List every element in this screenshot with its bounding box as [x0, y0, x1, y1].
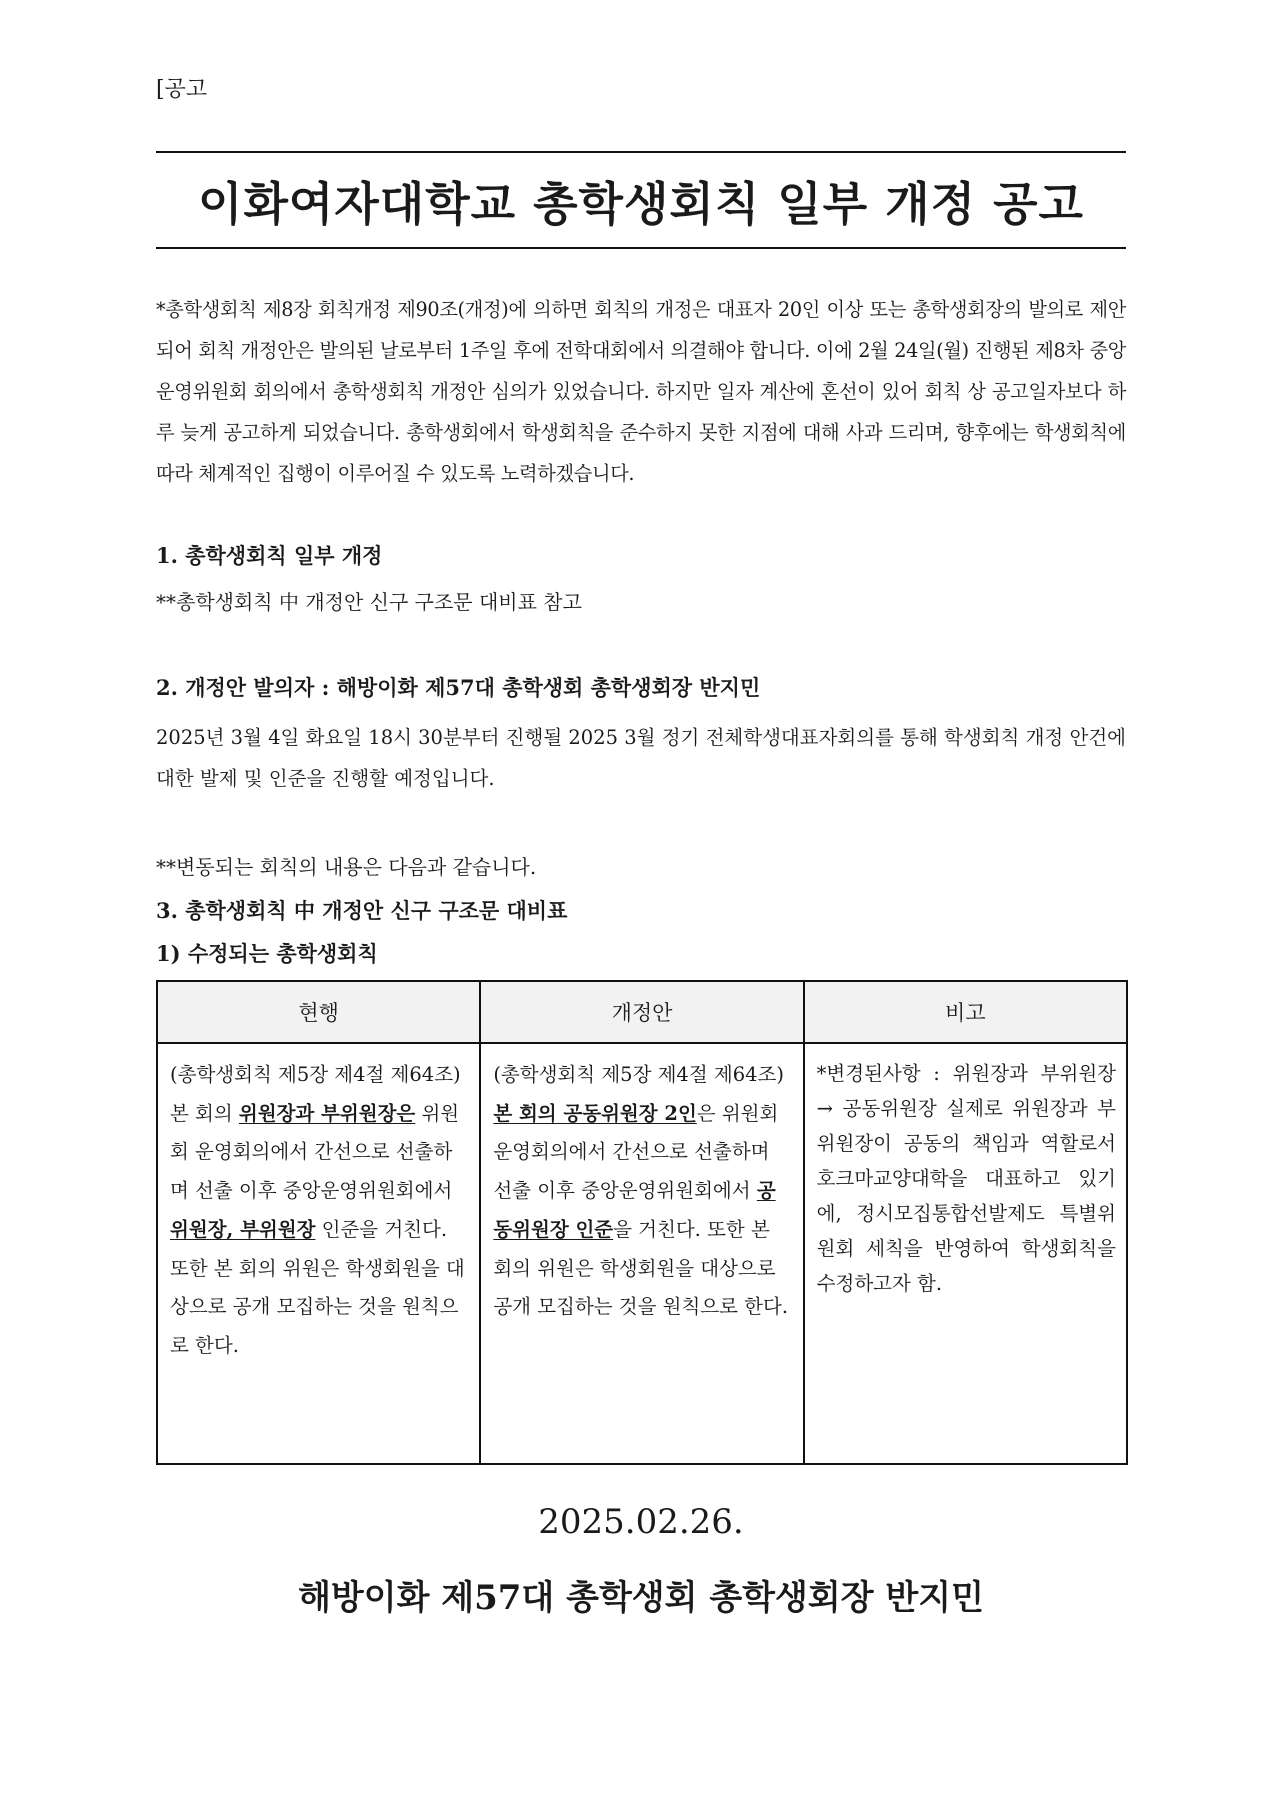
- proposed-text-3: 을 거친다. 또한 본 회의 위원은 학생회원을 대상으로 공개 모집하는 것을 원칙으로 한다.: [493, 1217, 789, 1319]
- current-underline-2: 위원장, 부위원장: [170, 1217, 316, 1241]
- table-row: [157, 1043, 1127, 1464]
- title-bottom-rule: [156, 247, 1126, 249]
- section3-heading: 3. 총학생회칙 中 개정안 신구 구조문 대비표: [156, 898, 568, 923]
- notice-signature: 해방이화 제57대 총학생회 총학생회장 반지민: [298, 1578, 984, 1618]
- section3-subheading: 1) 수정되는 총학생회칙: [156, 941, 378, 966]
- proposed-rule-cell: [480, 1043, 803, 1464]
- page-title: 이화여자대학교 총학생회칙 일부 개정 공고: [198, 177, 1084, 231]
- section2-body: 2025년 3월 4일 화요일 18시 30분부터 진행될 2025 3월 정기 전체학생대표자회의를 통해 학생회칙 개정 안건에 대한 발제 및 인준을 진행할 예정입니다.: [156, 726, 1126, 790]
- intro-paragraph: *총학생회칙 제8장 회칙개정 제90조(개정)에 의하면 회칙의 개정은 대표자 20인 이상 또는 총학생회장의 발의로 제안되어 회칙 개정안은 발의된 날로부터 1주일 후에 전학대회에서 의결해야 합니다. 이에 2월 24일(월) 진행된 제8차 중앙운영위원회 회의에서 총학생회칙 개정안 심의가 있었습니다. 하지만 일자 계산에 혼선이 있어 회칙 상 공고일자보다 하루 늦게 공고하게 되었습니다. 총학생회에서 학생회칙을 준수하지 못한 지점에 대해 사과 드리며, 향후에는 학생회칙에 따라 체계적인 집행이 이루어질 수 있도록 노력하겠습니다.: [156, 298, 1126, 485]
- title-top-rule: [156, 151, 1126, 153]
- current-rule-cell: [157, 1043, 480, 1464]
- change-note: **변동되는 회칙의 내용은 다음과 같습니다.: [156, 855, 537, 879]
- current-underline-1: 위원장과 부위원장은: [238, 1101, 416, 1125]
- header-proposed: 개정안: [480, 981, 803, 1043]
- remark-cell: *변경된사항 : 위원장과 부위원장 → 공동위원장 실제로 위원장과 부위원장이 공동의 책임과 역할로서 호크마교양대학을 대표하고 있기에, 정시모집통합선발제도 특별위원회 세칙을 반영하여 학생회칙을 수정하고자 함.: [804, 1043, 1127, 1464]
- current-text-3: 인준을 거친다. 또한 본 회의 위원은 학생회원을 대상으로 공개 모집하는 것을 원칙으로 한다.: [170, 1217, 465, 1357]
- notice-tag: [공고: [156, 77, 208, 102]
- proposed-text-1: (총학생회칙 제5장 제4절 제64조): [493, 1063, 784, 1086]
- section1-heading: 1. 총학생회칙 일부 개정: [156, 543, 383, 568]
- current-text-2: 위원회 운영회의에서 간선으로 선출하며 선출 이후 중앙운영위원회에서: [170, 1101, 460, 1203]
- proposed-underline-1: 본 회의 공동위원장 2인: [493, 1101, 697, 1125]
- proposed-underline-2: 공동위원장 인준: [493, 1179, 776, 1241]
- header-note: 비고: [804, 981, 1127, 1043]
- current-text-1: (총학생회칙 제5장 제4절 제64조) 본 회의: [170, 1063, 461, 1125]
- table-header-row: [157, 981, 1127, 1043]
- section2-heading: 2. 개정안 발의자 : 해방이화 제57대 총학생회 총학생회장 반지민: [156, 675, 761, 700]
- proposed-text-2: 은 위원회 운영회의에서 간선으로 선출하며 선출 이후 중앙운영위원회에서: [493, 1101, 779, 1203]
- notice-date: 2025.02.26.: [538, 1502, 744, 1542]
- header-current: 현행: [157, 981, 480, 1043]
- comparison-table: [156, 980, 1128, 1465]
- section1-note: **총학생회칙 中 개정안 신구 구조문 대비표 참고: [156, 590, 582, 614]
